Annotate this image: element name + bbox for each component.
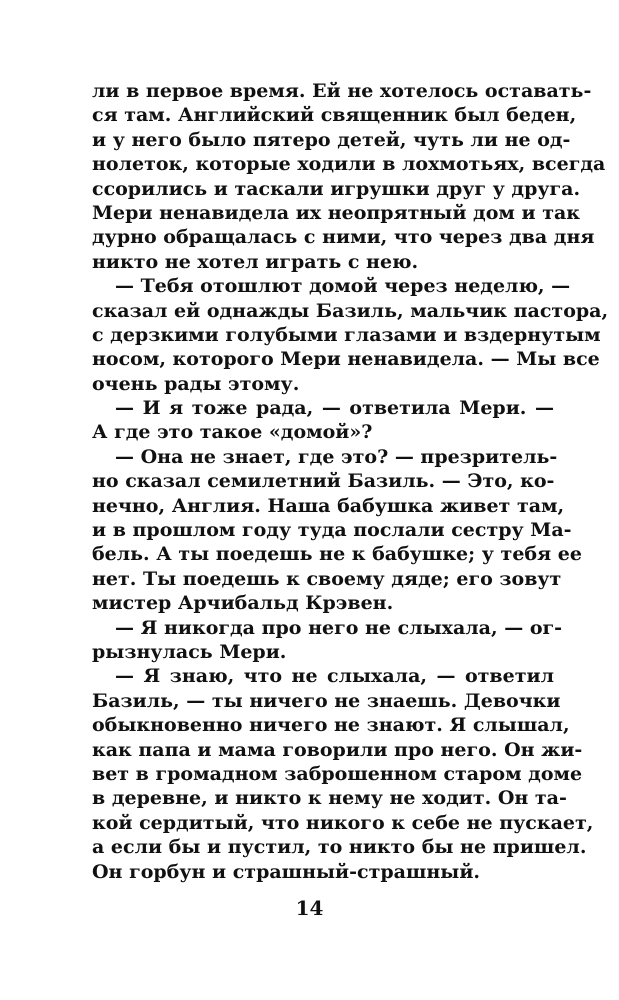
text-line: дурно обращалась с ними, что через два дня <box>92 226 595 249</box>
text-line: нолеток, которые ходили в лохмотьях, всегда <box>92 153 606 176</box>
text-line: ли в первое время. Ей не хотелось оставать- <box>92 80 592 102</box>
text-line: А где это такое «домой»? <box>92 421 373 444</box>
text-line: очень рады этому. <box>92 372 300 395</box>
text-line: а если бы и пустил, то никто бы не пришел. <box>92 836 587 859</box>
text-line: но сказал семилетний Базиль. — Это, ко- <box>92 470 555 493</box>
text-line: рызнулась Мери. <box>92 640 287 663</box>
text-line: — Она не знает, где это? — презритель- <box>115 445 558 468</box>
text-line: ся там. Английский священник был беден, <box>92 104 577 127</box>
text-line: как папа и мама говорили про него. Он жи- <box>92 738 583 761</box>
text-line: никто не хотел играть с нею. <box>92 250 419 273</box>
text-line: носом, которого Мери ненавидела. — Мы все <box>92 348 600 371</box>
text-line: с дерзкими голубыми глазами и вздернутым <box>92 323 601 346</box>
text-line: кой сердитый, что никого к себе не пускает, <box>92 811 594 834</box>
text-line: ссорились и таскали игрушки друг у друга. <box>92 177 581 200</box>
text-line: — И я тоже рада, — ответила Мери. — <box>115 397 554 420</box>
text-line: Он горбун и страшный-страшный. <box>92 860 481 883</box>
text-line: — Тебя отошлют домой через неделю, — <box>115 275 571 298</box>
page-number: 14 <box>295 896 324 920</box>
text-line: обыкновенно ничего не знают. Я слышал, <box>92 714 570 737</box>
text-line: в деревне, и никто к нему не ходит. Он та- <box>92 787 567 810</box>
text-line: и у него было пятеро детей, чуть ли не од- <box>92 128 571 151</box>
text-line: сказал ей однажды Базиль, мальчик пастора, <box>92 299 609 322</box>
text-line: Мери ненавидела их неопрятный дом и так <box>92 201 581 224</box>
text-line: и в прошлом году туда послали сестру Ма- <box>92 519 572 542</box>
text-line: — Я знаю, что не слыхала, — ответил <box>115 665 554 688</box>
text-line: — Я никогда про него не слыхала, — ог- <box>115 616 563 639</box>
text-line: бель. А ты поедешь не к бабушке; у тебя ее <box>92 543 582 566</box>
text-line: Базиль, — ты ничего не знаешь. Девочки <box>92 689 561 712</box>
text-line: мистер Арчибальд Крэвен. <box>92 592 394 615</box>
text-line: нет. Ты поедешь к своему дяде; его зовут <box>92 567 562 590</box>
text-line: нечно, Англия. Наша бабушка живет там, <box>92 494 565 517</box>
text-line: вет в громадном заброшенном старом доме <box>92 762 583 785</box>
body-text <box>92 79 609 884</box>
